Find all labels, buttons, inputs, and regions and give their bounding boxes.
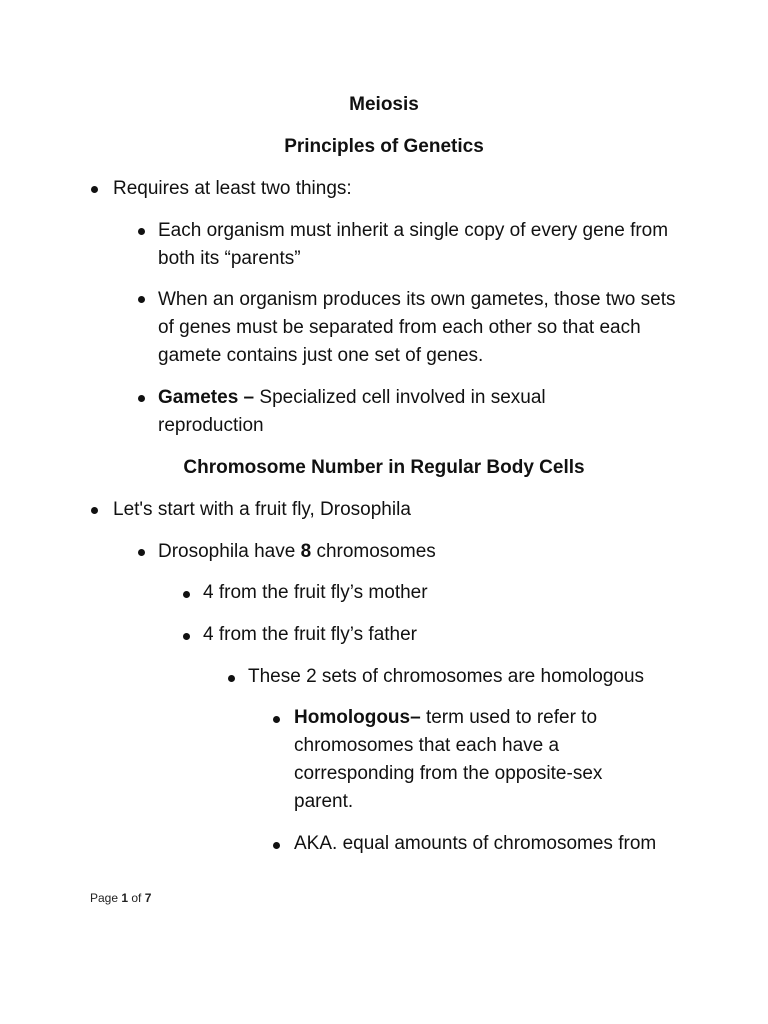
term-gametes: Gametes – bbox=[158, 387, 255, 408]
list-item bbox=[158, 384, 578, 440]
chromosome-count: 8 bbox=[300, 541, 312, 562]
list-item: These 2 sets of chromosomes are homologous bbox=[248, 666, 645, 687]
page-total: 7 bbox=[144, 891, 152, 905]
definition-gametes: Specialized cell involved in sexual reproduction bbox=[158, 387, 546, 436]
bullet-icon bbox=[273, 842, 280, 849]
list-item: Let's start with a fruit fly, Drosophila bbox=[113, 499, 411, 520]
of-label: of bbox=[128, 891, 145, 905]
bullet-icon bbox=[183, 591, 190, 598]
bullet-icon bbox=[138, 395, 145, 402]
page-footer bbox=[90, 890, 151, 906]
section-heading: Chromosome Number in Regular Body Cells bbox=[183, 457, 585, 478]
list-item: Requires at least two things: bbox=[113, 178, 352, 199]
definition-homologous: term used to refer to chromosomes that each have a corresponding from the opposite-sex parent. bbox=[294, 707, 603, 812]
text-pre: Drosophila have bbox=[158, 541, 301, 562]
bullet-icon bbox=[138, 228, 145, 235]
bullet-icon bbox=[228, 675, 235, 682]
bullet-icon bbox=[91, 507, 98, 514]
bullet-icon bbox=[91, 186, 98, 193]
list-item: 4 from the fruit fly’s mother bbox=[203, 582, 428, 603]
page-label: Page bbox=[90, 891, 122, 905]
bullet-icon bbox=[138, 296, 145, 303]
list-item: Each organism must inherit a single copy of every gene from both its “parents” bbox=[158, 220, 669, 269]
text-post: chromosomes bbox=[311, 541, 436, 562]
bullet-icon bbox=[183, 633, 190, 640]
list-item: 4 from the fruit fly’s father bbox=[203, 624, 418, 645]
bullet-icon bbox=[273, 716, 280, 723]
term-homologous: Homologous– bbox=[294, 707, 421, 728]
page-number: 1 bbox=[121, 891, 129, 905]
list-item: When an organism produces its own gametes, those two sets of genes must be separated from each other so that each gamete contains just one set of genes. bbox=[158, 289, 676, 366]
list-item bbox=[294, 704, 644, 816]
list-item bbox=[158, 538, 658, 566]
document-subtitle: Principles of Genetics bbox=[284, 136, 484, 157]
document-title: Meiosis bbox=[349, 94, 419, 115]
bullet-icon bbox=[138, 549, 145, 556]
list-item: AKA. equal amounts of chromosomes from bbox=[294, 833, 657, 854]
